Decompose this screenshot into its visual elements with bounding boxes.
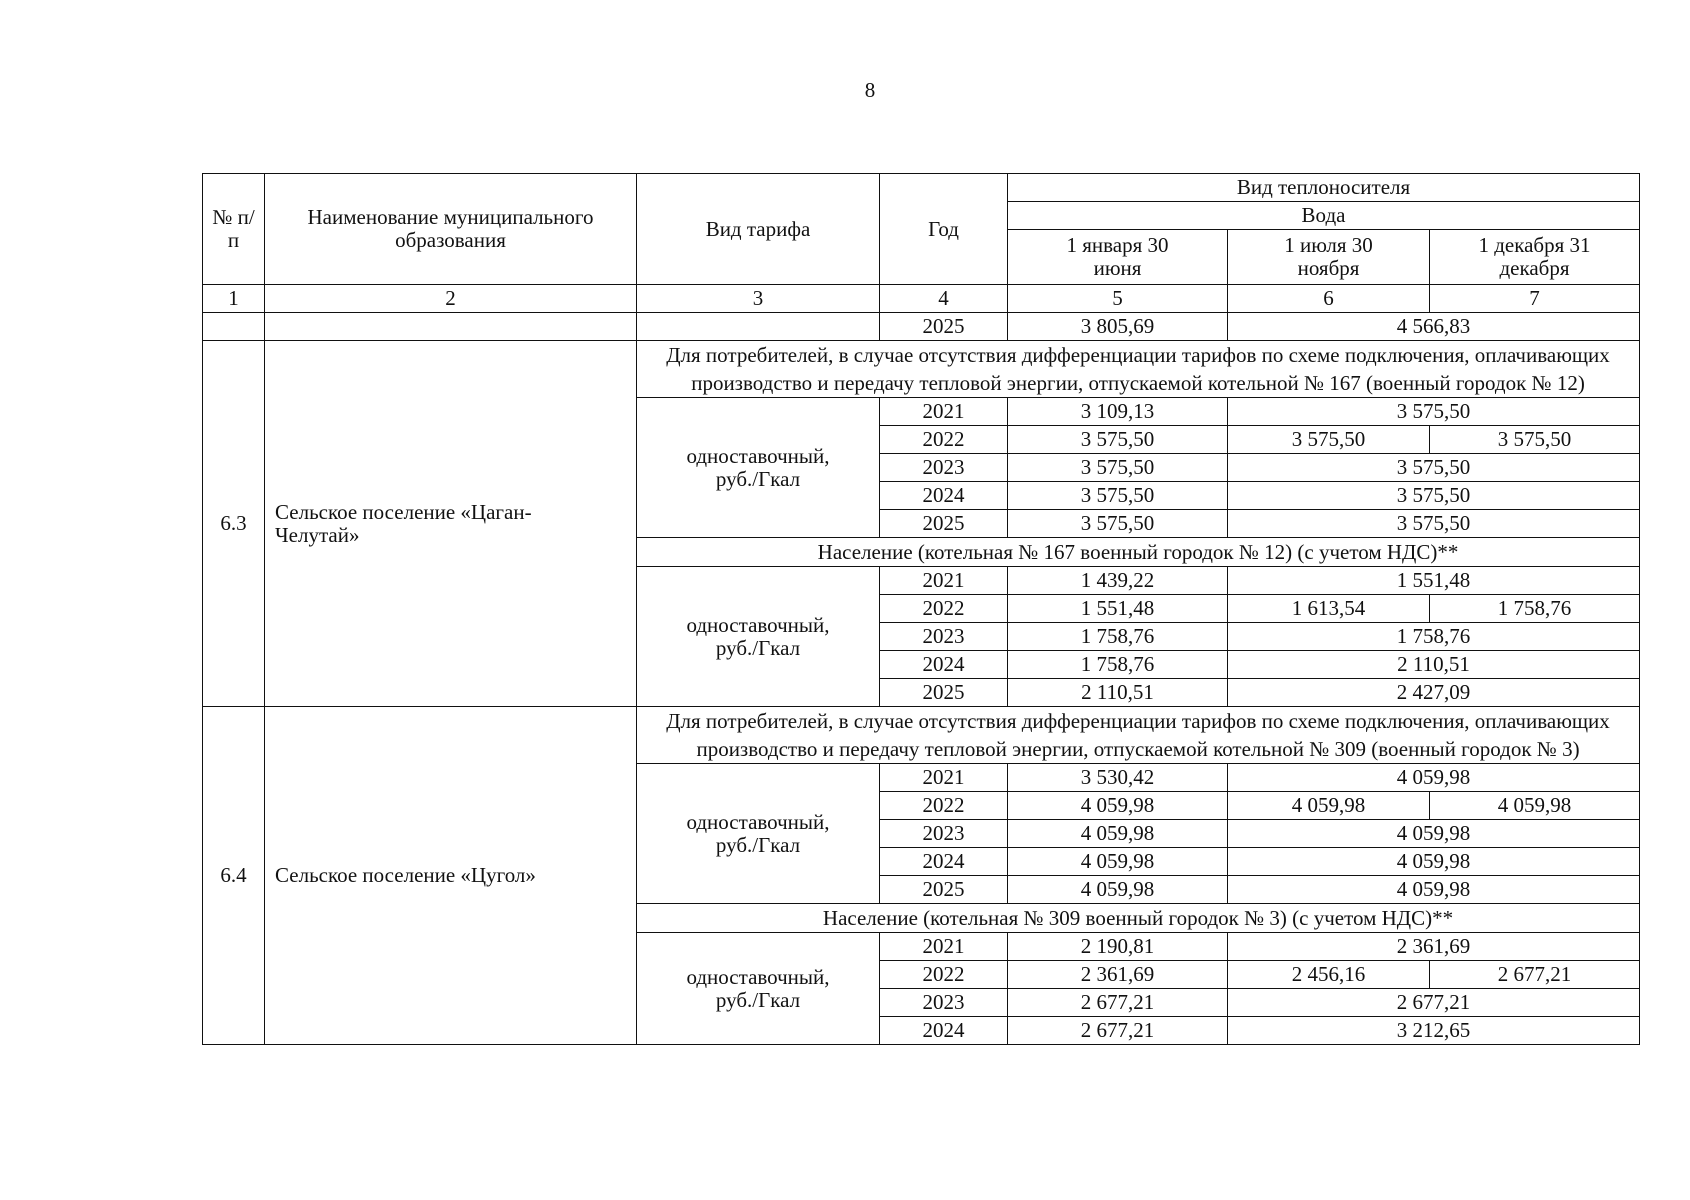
year-cell: 2022	[880, 961, 1008, 989]
year-cell: 2021	[880, 398, 1008, 426]
year-cell: 2025	[880, 876, 1008, 904]
section-name: Сельское поселение «Цаган-Челутай»	[265, 341, 637, 707]
value-cell-merged: 3 575,50	[1228, 454, 1640, 482]
column-number: 3	[637, 285, 880, 313]
column-number-row	[203, 285, 1640, 313]
value-cell: 2 677,21	[1008, 1017, 1228, 1045]
value-cell-merged: 2 110,51	[1228, 651, 1640, 679]
value-cell-merged: 4 566,83	[1228, 313, 1640, 341]
tariff-type: одноставочный, руб./Гкал	[637, 933, 880, 1045]
section-number: 6.4	[203, 707, 265, 1045]
value-cell: 1 758,76	[1008, 651, 1228, 679]
year-cell: 2023	[880, 454, 1008, 482]
column-number: 6	[1228, 285, 1430, 313]
year-cell: 2022	[880, 426, 1008, 454]
value-cell: 1 551,48	[1008, 595, 1228, 623]
value-cell: 2 361,69	[1008, 961, 1228, 989]
section-name: Сельское поселение «Цугол»	[265, 707, 637, 1045]
header-col-no: № п/п	[203, 174, 265, 285]
value-cell-merged: 4 059,98	[1228, 820, 1640, 848]
value-cell: 2 110,51	[1008, 679, 1228, 707]
header-col-year: Год	[880, 174, 1008, 285]
header-col-name: Наименование муниципального образования	[265, 174, 637, 285]
group-caption: Население (котельная № 167 военный городок № 12) (с учетом НДС)**	[637, 538, 1640, 567]
empty-cell	[265, 313, 637, 341]
group-caption: Население (котельная № 309 военный городок № 3) (с учетом НДС)**	[637, 904, 1640, 933]
value-cell: 3 530,42	[1008, 764, 1228, 792]
year-cell: 2025	[880, 679, 1008, 707]
header-period-3: 1 декабря 31 декабря	[1430, 230, 1640, 285]
header-heat-carrier: Вид теплоносителя	[1008, 174, 1640, 202]
value-cell: 1 439,22	[1008, 567, 1228, 595]
value-cell-merged: 1 551,48	[1228, 567, 1640, 595]
value-cell: 2 677,21	[1008, 989, 1228, 1017]
value-cell: 1 758,76	[1008, 623, 1228, 651]
value-cell: 4 059,98	[1008, 820, 1228, 848]
value-cell: 1 613,54	[1228, 595, 1430, 623]
group-caption-row	[203, 341, 1640, 398]
section-number: 6.3	[203, 341, 265, 707]
value-cell: 3 575,50	[1008, 454, 1228, 482]
value-cell-merged: 2 677,21	[1228, 989, 1640, 1017]
column-number: 1	[203, 285, 265, 313]
tariff-table	[202, 173, 1640, 1045]
group-caption: Для потребителей, в случае отсутствия дифференциации тарифов по схеме подключения, оплачивающих производство и передачу тепловой энергии, отпускаемой котельной № 309 (военный городок № 3)	[637, 707, 1640, 764]
value-cell: 4 059,98	[1008, 876, 1228, 904]
value-cell: 4 059,98	[1008, 848, 1228, 876]
column-number: 5	[1008, 285, 1228, 313]
value-cell-merged: 2 427,09	[1228, 679, 1640, 707]
value-cell-merged: 3 575,50	[1228, 482, 1640, 510]
header-row	[203, 174, 1640, 202]
value-cell-merged: 1 758,76	[1228, 623, 1640, 651]
empty-cell	[637, 313, 880, 341]
year-cell: 2025	[880, 313, 1008, 341]
year-cell: 2024	[880, 482, 1008, 510]
column-number: 2	[265, 285, 637, 313]
value-cell: 3 575,50	[1008, 482, 1228, 510]
header-col-tariff: Вид тарифа	[637, 174, 880, 285]
tariff-type: одноставочный, руб./Гкал	[637, 764, 880, 904]
value-cell: 3 575,50	[1008, 510, 1228, 538]
value-cell: 4 059,98	[1008, 792, 1228, 820]
year-cell: 2023	[880, 820, 1008, 848]
tariff-type: одноставочный, руб./Гкал	[637, 398, 880, 538]
value-cell: 4 059,98	[1228, 792, 1430, 820]
year-cell: 2022	[880, 792, 1008, 820]
year-cell: 2021	[880, 567, 1008, 595]
value-cell-merged: 3 575,50	[1228, 398, 1640, 426]
year-cell: 2022	[880, 595, 1008, 623]
year-cell: 2024	[880, 651, 1008, 679]
value-cell-merged: 4 059,98	[1228, 876, 1640, 904]
header-water: Вода	[1008, 202, 1640, 230]
column-number: 7	[1430, 285, 1640, 313]
year-cell: 2023	[880, 989, 1008, 1017]
value-cell: 3 575,50	[1008, 426, 1228, 454]
year-cell: 2021	[880, 933, 1008, 961]
year-cell: 2021	[880, 764, 1008, 792]
value-cell: 4 059,98	[1430, 792, 1640, 820]
value-cell-merged: 3 575,50	[1228, 510, 1640, 538]
header-period-1: 1 января 30 июня	[1008, 230, 1228, 285]
carry-over-row	[203, 313, 1640, 341]
value-cell: 2 677,21	[1430, 961, 1640, 989]
header-period-2: 1 июля 30 ноября	[1228, 230, 1430, 285]
year-cell: 2024	[880, 848, 1008, 876]
group-caption: Для потребителей, в случае отсутствия дифференциации тарифов по схеме подключения, оплачивающих производство и передачу тепловой энергии, отпускаемой котельной № 167 (военный городок № 12)	[637, 341, 1640, 398]
year-cell: 2025	[880, 510, 1008, 538]
column-number: 4	[880, 285, 1008, 313]
year-cell: 2024	[880, 1017, 1008, 1045]
page-number: 8	[864, 78, 876, 102]
tariff-type: одноставочный, руб./Гкал	[637, 567, 880, 707]
value-cell-merged: 2 361,69	[1228, 933, 1640, 961]
value-cell-merged: 3 212,65	[1228, 1017, 1640, 1045]
value-cell: 3 805,69	[1008, 313, 1228, 341]
value-cell: 1 758,76	[1430, 595, 1640, 623]
value-cell: 3 575,50	[1228, 426, 1430, 454]
value-cell: 2 190,81	[1008, 933, 1228, 961]
value-cell: 2 456,16	[1228, 961, 1430, 989]
empty-cell	[203, 313, 265, 341]
year-cell: 2023	[880, 623, 1008, 651]
group-caption-row	[203, 707, 1640, 764]
value-cell-merged: 4 059,98	[1228, 764, 1640, 792]
value-cell: 3 575,50	[1430, 426, 1640, 454]
value-cell-merged: 4 059,98	[1228, 848, 1640, 876]
value-cell: 3 109,13	[1008, 398, 1228, 426]
